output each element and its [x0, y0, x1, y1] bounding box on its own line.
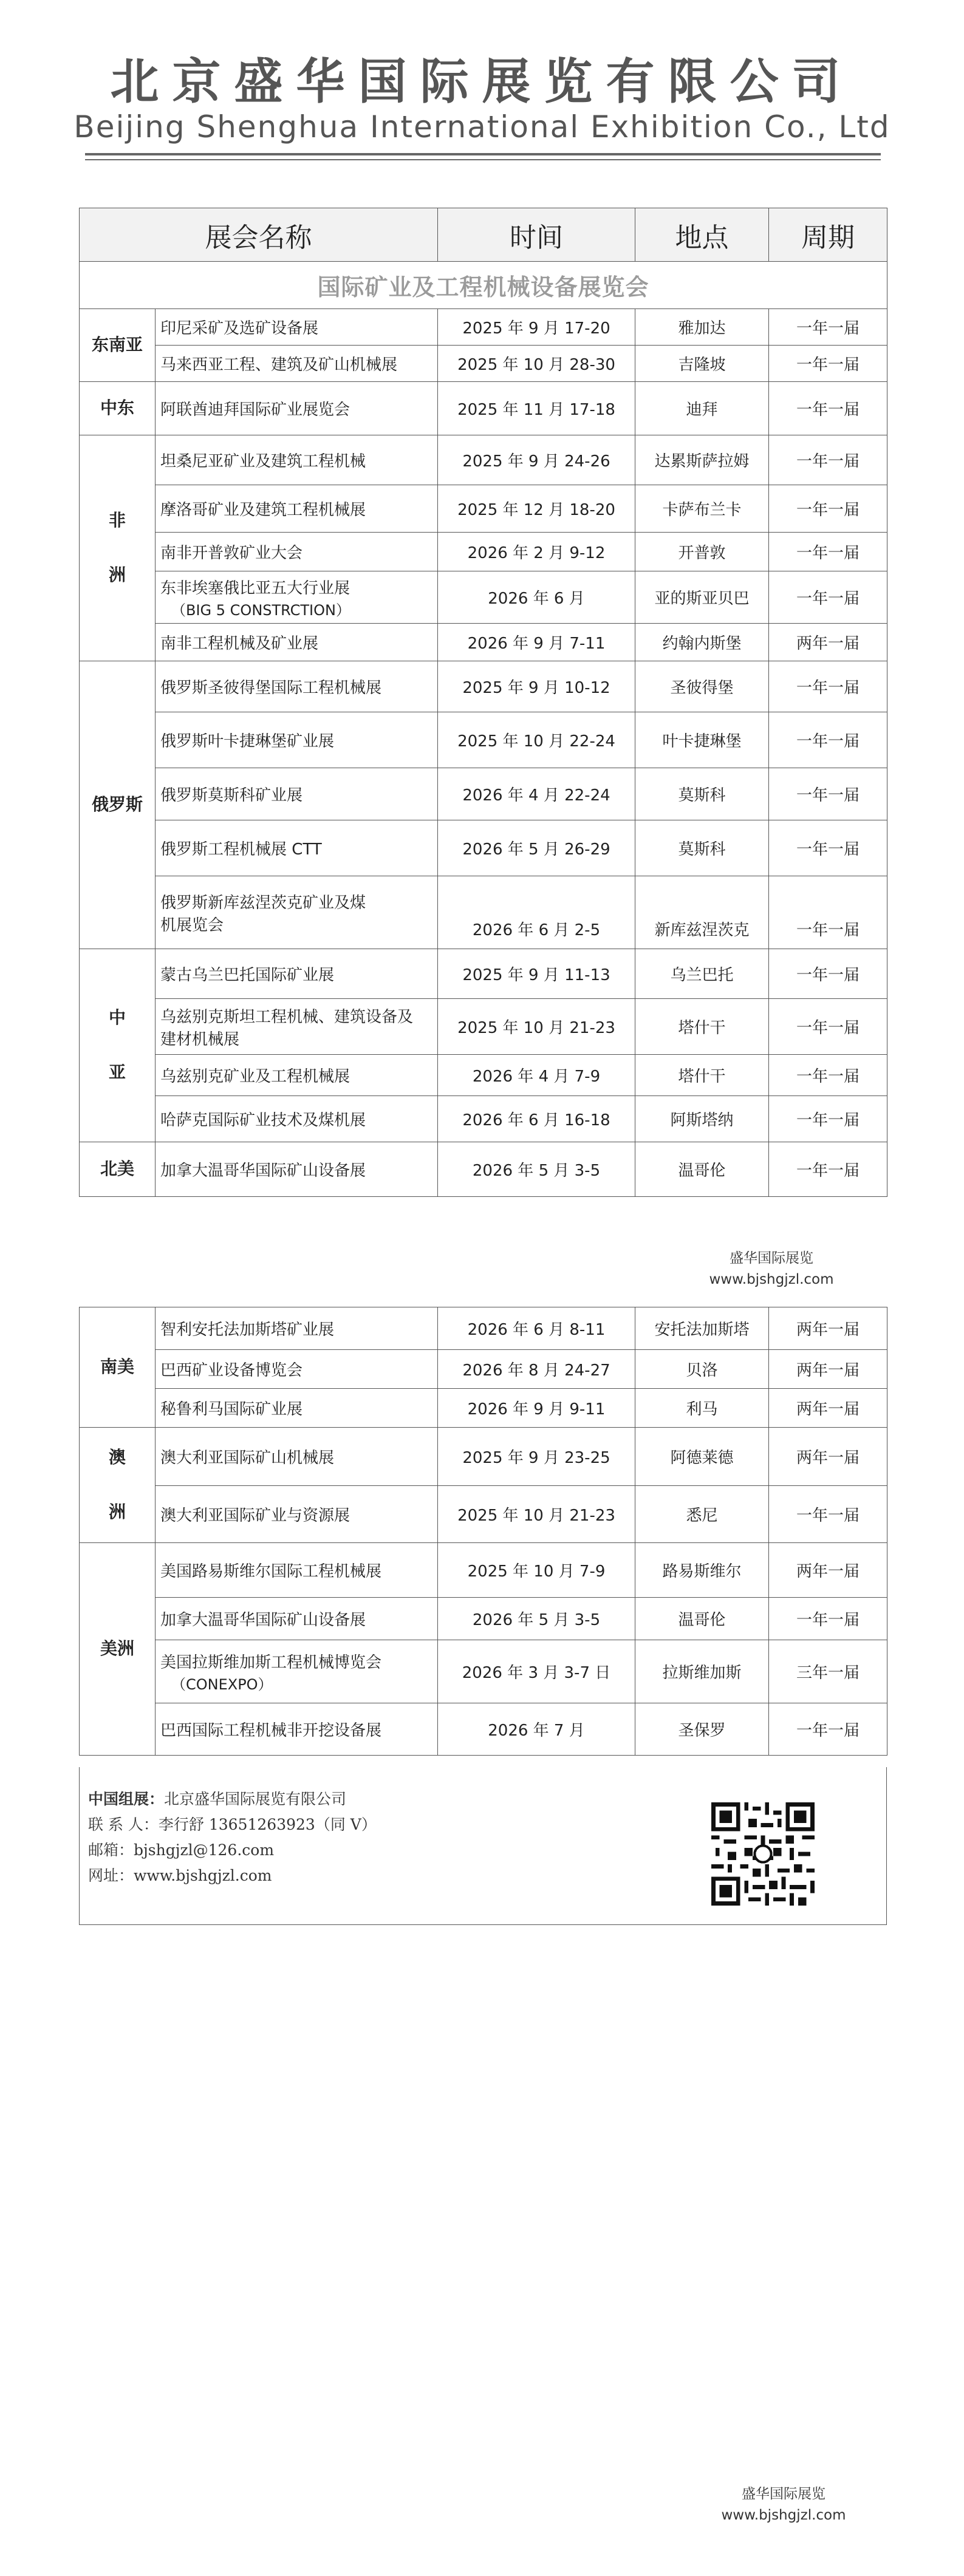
exhibition-place: 温哥伦 — [635, 1142, 769, 1197]
exhibition-cycle: 一年一届 — [769, 346, 887, 382]
table-row — [80, 571, 887, 624]
header-location: 地点 — [635, 208, 769, 262]
exhibition-place: 圣彼得堡 — [635, 661, 769, 712]
table-row — [80, 1096, 887, 1142]
exhibition-place: 叶卡捷琳堡 — [635, 712, 769, 768]
exhibition-date: 2026 年 9 月 7-11 — [438, 624, 635, 661]
table-row — [80, 768, 887, 820]
exhibition-place: 迪拜 — [635, 382, 769, 435]
region-central-asia — [80, 949, 156, 1142]
table-row — [80, 1543, 887, 1598]
exhibition-place: 阿斯塔纳 — [635, 1096, 769, 1142]
table-row — [80, 876, 887, 949]
contact-lines — [88, 1787, 377, 1889]
table-row — [80, 999, 887, 1055]
table-row — [80, 435, 887, 485]
exhibition-date: 2025 年 9 月 11-13 — [438, 949, 635, 999]
region-central-asia-char1: 中 — [108, 1007, 126, 1028]
exhibition-cycle: 一年一届 — [769, 1055, 887, 1096]
header-date: 时间 — [438, 208, 635, 262]
watermark-name: 盛华国际展览 — [730, 1250, 813, 1266]
exhibition-name: 加拿大温哥华国际矿山设备展 — [156, 1598, 438, 1640]
exhibition-cycle: 一年一届 — [769, 533, 887, 571]
exhibition-cycle: 一年一届 — [769, 1703, 887, 1756]
exhibition-date: 2026 年 6 月 8-11 — [438, 1307, 635, 1350]
table-row — [80, 1389, 887, 1428]
exhibition-cycle: 一年一届 — [769, 820, 887, 876]
exhibition-date: 2025 年 9 月 24-26 — [438, 435, 635, 485]
exhibition-place: 拉斯维加斯 — [635, 1640, 769, 1703]
exhibition-date: 2025 年 9 月 23-25 — [438, 1428, 635, 1486]
company-name-en: Beijing Shenghua International Exhibition Co., Ltd — [73, 109, 891, 145]
exhibition-cycle: 三年一届 — [769, 1640, 887, 1703]
exhibition-date: 2025 年 10 月 7-9 — [438, 1543, 635, 1598]
watermark-url: www.bjshgjzl.com — [721, 2507, 846, 2523]
region-australia — [80, 1428, 156, 1543]
exhibition-date: 2026 年 7 月 — [438, 1703, 635, 1756]
website-value[interactable]: www.bjshgjzl.com — [134, 1867, 272, 1884]
exhibition-date: 2026 年 5 月 3-5 — [438, 1142, 635, 1197]
exhibition-cycle: 两年一届 — [769, 1307, 887, 1350]
table-row — [80, 820, 887, 876]
exhibition-cycle: 一年一届 — [769, 661, 887, 712]
exhibition-date: 2025 年 10 月 22-24 — [438, 712, 635, 768]
table-row — [80, 485, 887, 533]
header-cycle: 周期 — [769, 208, 887, 262]
exhibition-name: 俄罗斯莫斯科矿业展 — [156, 768, 438, 820]
exhibition-cycle: 两年一届 — [769, 1350, 887, 1389]
exhibition-name: 美国路易斯维尔国际工程机械展 — [156, 1543, 438, 1598]
exhibition-name-line1: 东非埃塞俄比亚五大行业展 — [160, 579, 350, 598]
table-row — [80, 1703, 887, 1756]
exhibition-date: 2025 年 10 月 21-23 — [438, 1486, 635, 1543]
exhibition-name: 加拿大温哥华国际矿山设备展 — [156, 1142, 438, 1197]
exhibition-cycle: 一年一届 — [769, 435, 887, 485]
exhibition-name: 澳大利亚国际矿业与资源展 — [156, 1486, 438, 1543]
region-north-america: 北美 — [80, 1142, 156, 1197]
exhibition-name: 蒙古乌兰巴托国际矿业展 — [156, 949, 438, 999]
exhibition-name: 俄罗斯工程机械展 CTT — [156, 820, 438, 876]
exhibition-place: 达累斯萨拉姆 — [635, 435, 769, 485]
exhibition-date: 2026 年 6 月 16-18 — [438, 1096, 635, 1142]
exhibition-cycle: 两年一届 — [769, 1543, 887, 1598]
exhibition-cycle: 两年一届 — [769, 624, 887, 661]
header-rule-thin — [85, 159, 881, 160]
organizer-label: 中国组展： — [88, 1790, 165, 1808]
watermark-url: www.bjshgjzl.com — [709, 1271, 834, 1287]
exhibition-schedule-table — [79, 208, 887, 1197]
exhibition-name: 南非工程机械及矿业展 — [156, 624, 438, 661]
exhibition-name: 坦桑尼亚矿业及建筑工程机械 — [156, 435, 438, 485]
exhibition-place: 卡萨布兰卡 — [635, 485, 769, 533]
table-row — [80, 1142, 887, 1197]
exhibition-place: 莫斯科 — [635, 768, 769, 820]
contact-organizer — [88, 1787, 377, 1812]
exhibition-place: 悉尼 — [635, 1486, 769, 1543]
exhibition-cycle: 一年一届 — [769, 571, 887, 624]
exhibition-name — [156, 999, 438, 1055]
exhibition-place: 亚的斯亚贝巴 — [635, 571, 769, 624]
exhibition-date: 2026 年 4 月 22-24 — [438, 768, 635, 820]
exhibition-cycle: 一年一届 — [769, 999, 887, 1055]
exhibition-place: 利马 — [635, 1389, 769, 1428]
exhibition-date: 2026 年 9 月 9-11 — [438, 1389, 635, 1428]
exhibition-name — [156, 876, 438, 949]
exhibition-name: 秘鲁利马国际矿业展 — [156, 1389, 438, 1428]
exhibition-place: 雅加达 — [635, 309, 769, 346]
exhibition-name: 俄罗斯圣彼得堡国际工程机械展 — [156, 661, 438, 712]
email-label: 邮箱： — [88, 1841, 134, 1859]
table-row — [80, 1350, 887, 1389]
exhibition-cycle: 一年一届 — [769, 1598, 887, 1640]
exhibition-name-line1: 乌兹别克斯坦工程机械、建筑设备及 — [160, 1007, 414, 1026]
contact-person — [88, 1812, 377, 1838]
exhibition-place: 吉隆坡 — [635, 346, 769, 382]
exhibition-date: 2026 年 6 月 — [438, 571, 635, 624]
exhibition-name: 澳大利亚国际矿山机械展 — [156, 1428, 438, 1486]
exhibition-date: 2026 年 4 月 7-9 — [438, 1055, 635, 1096]
region-russia: 俄罗斯 — [80, 661, 156, 949]
table-row — [80, 382, 887, 435]
exhibition-date: 2025 年 11 月 17-18 — [438, 382, 635, 435]
exhibition-date: 2026 年 2 月 9-12 — [438, 533, 635, 571]
table-row — [80, 1640, 887, 1703]
region-africa-char2: 洲 — [108, 564, 126, 585]
table-row — [80, 1307, 887, 1350]
exhibition-place: 塔什干 — [635, 1055, 769, 1096]
table-row — [80, 1598, 887, 1640]
exhibition-place: 莫斯科 — [635, 820, 769, 876]
exhibition-name-line2: （CONEXPO） — [171, 1675, 273, 1693]
exhibition-place: 圣保罗 — [635, 1703, 769, 1756]
region-americas: 美洲 — [80, 1543, 156, 1756]
table-row — [80, 1428, 887, 1486]
exhibition-place: 开普敦 — [635, 533, 769, 571]
exhibition-name: 俄罗斯叶卡捷琳堡矿业展 — [156, 712, 438, 768]
person-value: 李行舒 13651263923（同 V） — [158, 1816, 377, 1833]
exhibition-name: 巴西国际工程机械非开挖设备展 — [156, 1703, 438, 1756]
exhibition-name: 南非开普敦矿业大会 — [156, 533, 438, 571]
exhibition-date: 2026 年 6 月 2-5 — [438, 876, 635, 949]
region-africa — [80, 435, 156, 661]
exhibition-place: 乌兰巴托 — [635, 949, 769, 999]
exhibition-date: 2026 年 8 月 24-27 — [438, 1350, 635, 1389]
contact-website — [88, 1863, 377, 1889]
person-label: 联 系 人： — [88, 1816, 159, 1833]
contact-box — [79, 1767, 887, 1925]
organizer-value: 北京盛华国际展览有限公司 — [164, 1790, 347, 1808]
exhibition-name-line1: 俄罗斯新库兹涅茨克矿业及煤 — [160, 893, 366, 912]
watermark-name: 盛华国际展览 — [742, 2486, 826, 2502]
header-rule-thick — [85, 153, 881, 155]
exhibition-place: 安托法加斯塔 — [635, 1307, 769, 1350]
exhibition-name: 印尼采矿及选矿设备展 — [156, 309, 438, 346]
exhibition-date: 2026 年 5 月 26-29 — [438, 820, 635, 876]
exhibition-date: 2025 年 9 月 17-20 — [438, 309, 635, 346]
exhibition-name-line2: 建材机械展 — [160, 1030, 240, 1049]
exhibition-place: 贝洛 — [635, 1350, 769, 1389]
table-row — [80, 1055, 887, 1096]
exhibition-cycle: 一年一届 — [769, 768, 887, 820]
exhibition-name-line2: （BIG 5 CONSTRCTION） — [171, 601, 350, 619]
table-row — [80, 624, 887, 661]
region-southeast-asia: 东南亚 — [80, 309, 156, 382]
exhibition-place: 新库兹涅茨克 — [635, 876, 769, 949]
watermark — [692, 1248, 850, 1290]
watermark-bottom — [705, 2484, 863, 2526]
region-middle-east: 中东 — [80, 382, 156, 435]
exhibition-name-line1: 美国拉斯维加斯工程机械博览会 — [160, 1653, 382, 1672]
exhibition-place: 路易斯维尔 — [635, 1543, 769, 1598]
exhibition-place: 约翰内斯堡 — [635, 624, 769, 661]
header-exhibition-name: 展会名称 — [80, 208, 438, 262]
region-australia-char2: 洲 — [108, 1501, 126, 1522]
exhibition-date: 2025 年 9 月 10-12 — [438, 661, 635, 712]
exhibition-cycle: 一年一届 — [769, 876, 887, 949]
exhibition-schedule-table-2 — [79, 1307, 887, 1756]
table-header-row — [80, 208, 887, 262]
exhibition-name: 阿联酋迪拜国际矿业展览会 — [156, 382, 438, 435]
contact-email — [88, 1838, 377, 1863]
exhibition-cycle: 一年一届 — [769, 1096, 887, 1142]
exhibition-name — [156, 571, 438, 624]
exhibition-name: 巴西矿业设备博览会 — [156, 1350, 438, 1389]
exhibition-date: 2025 年 10 月 21-23 — [438, 999, 635, 1055]
exhibition-date: 2026 年 3 月 3-7 日 — [438, 1640, 635, 1703]
exhibition-cycle: 一年一届 — [769, 382, 887, 435]
region-central-asia-char2: 亚 — [108, 1061, 126, 1082]
website-label: 网址： — [88, 1867, 134, 1884]
company-name-cn: 北京盛华国际展览有限公司 — [110, 53, 854, 110]
exhibition-place: 温哥伦 — [635, 1598, 769, 1640]
region-africa-char1: 非 — [108, 510, 126, 531]
table-row — [80, 1486, 887, 1543]
exhibition-cycle: 一年一届 — [769, 485, 887, 533]
exhibition-cycle: 一年一届 — [769, 712, 887, 768]
exhibition-cycle: 一年一届 — [769, 949, 887, 999]
exhibition-cycle: 一年一届 — [769, 1486, 887, 1543]
exhibition-name: 哈萨克国际矿业技术及煤机展 — [156, 1096, 438, 1142]
exhibition-name: 智利安托法加斯塔矿业展 — [156, 1307, 438, 1350]
exhibition-cycle: 一年一届 — [769, 309, 887, 346]
exhibition-date: 2025 年 10 月 28-30 — [438, 346, 635, 382]
section-title: 国际矿业及工程机械设备展览会 — [80, 262, 887, 309]
exhibition-cycle: 两年一届 — [769, 1389, 887, 1428]
table-row — [80, 661, 887, 712]
table-row — [80, 309, 887, 346]
exhibition-date: 2026 年 5 月 3-5 — [438, 1598, 635, 1640]
exhibition-name — [156, 1640, 438, 1703]
exhibition-cycle: 一年一届 — [769, 1142, 887, 1197]
section-row — [80, 262, 887, 309]
region-australia-char1: 澳 — [108, 1447, 126, 1468]
table-row — [80, 712, 887, 768]
table-row — [80, 949, 887, 999]
exhibition-name: 乌兹别克矿业及工程机械展 — [156, 1055, 438, 1096]
table-row — [80, 346, 887, 382]
exhibition-cycle: 两年一届 — [769, 1428, 887, 1486]
qr-code-icon — [711, 1802, 815, 1906]
email-value[interactable]: bjshgjzl@126.com — [134, 1841, 275, 1859]
table-row — [80, 533, 887, 571]
region-south-america: 南美 — [80, 1307, 156, 1428]
exhibition-name: 摩洛哥矿业及建筑工程机械展 — [156, 485, 438, 533]
exhibition-name-line2: 机展览会 — [160, 916, 224, 935]
exhibition-date: 2025 年 12 月 18-20 — [438, 485, 635, 533]
exhibition-place: 塔什干 — [635, 999, 769, 1055]
exhibition-place: 阿德莱德 — [635, 1428, 769, 1486]
exhibition-name: 马来西亚工程、建筑及矿山机械展 — [156, 346, 438, 382]
